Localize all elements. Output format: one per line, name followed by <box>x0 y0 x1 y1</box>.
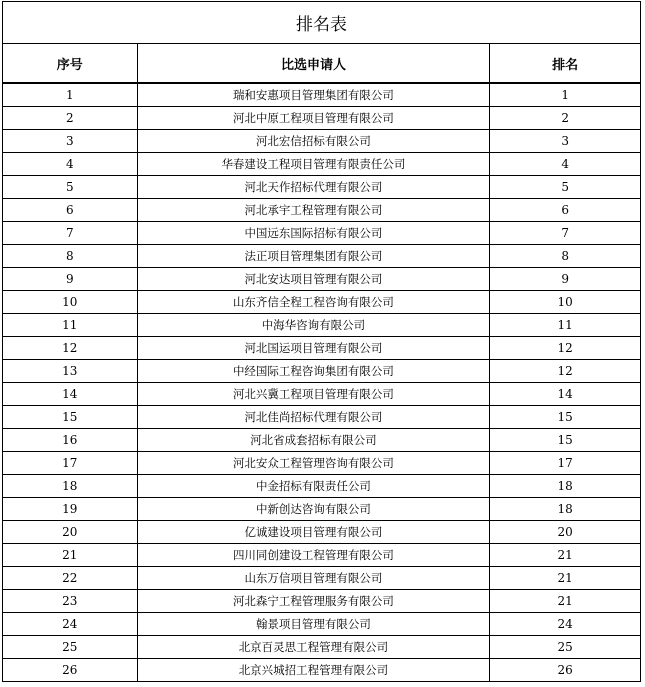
applicant-cell: 河北安众工程管理咨询有限公司 <box>137 452 490 475</box>
applicant-cell: 瑞和安惠项目管理集团有限公司 <box>137 83 490 107</box>
rank-cell: 24 <box>490 613 641 636</box>
rank-cell: 11 <box>490 314 641 337</box>
rank-cell: 15 <box>490 406 641 429</box>
applicant-cell: 中新创达咨询有限公司 <box>137 498 490 521</box>
table-row <box>3 268 641 291</box>
table-row <box>3 567 641 590</box>
rank-cell: 3 <box>490 130 641 153</box>
applicant-cell: 华春建设工程项目管理有限责任公司 <box>137 153 490 176</box>
seq-cell: 11 <box>3 314 138 337</box>
seq-cell: 18 <box>3 475 138 498</box>
rank-cell: 4 <box>490 153 641 176</box>
seq-cell: 8 <box>3 245 138 268</box>
applicant-cell: 河北承宇工程管理有限公司 <box>137 199 490 222</box>
table-row <box>3 452 641 475</box>
table-row <box>3 544 641 567</box>
table-row <box>3 83 641 107</box>
seq-cell: 15 <box>3 406 138 429</box>
table-row <box>3 245 641 268</box>
rank-cell: 18 <box>490 498 641 521</box>
seq-cell: 9 <box>3 268 138 291</box>
applicant-cell: 亿诚建设项目管理有限公司 <box>137 521 490 544</box>
rank-cell: 14 <box>490 383 641 406</box>
table-row <box>3 199 641 222</box>
seq-cell: 10 <box>3 291 138 314</box>
rank-cell: 21 <box>490 544 641 567</box>
rank-cell: 18 <box>490 475 641 498</box>
applicant-cell: 河北宏信招标有限公司 <box>137 130 490 153</box>
seq-cell: 17 <box>3 452 138 475</box>
applicant-cell: 中经国际工程咨询集团有限公司 <box>137 360 490 383</box>
table-row <box>3 314 641 337</box>
seq-cell: 3 <box>3 130 138 153</box>
header-row <box>3 44 641 84</box>
ranking-table <box>2 1 641 682</box>
seq-cell: 5 <box>3 176 138 199</box>
applicant-cell: 中金招标有限责任公司 <box>137 475 490 498</box>
seq-cell: 25 <box>3 636 138 659</box>
rank-cell: 17 <box>490 452 641 475</box>
seq-cell: 7 <box>3 222 138 245</box>
table-row <box>3 360 641 383</box>
seq-cell: 23 <box>3 590 138 613</box>
rank-cell: 15 <box>490 429 641 452</box>
table-row <box>3 590 641 613</box>
rank-cell: 6 <box>490 199 641 222</box>
table-row <box>3 659 641 682</box>
rank-cell: 20 <box>490 521 641 544</box>
table-row <box>3 406 641 429</box>
table-row <box>3 521 641 544</box>
table-row <box>3 130 641 153</box>
seq-cell: 20 <box>3 521 138 544</box>
seq-cell: 21 <box>3 544 138 567</box>
rank-cell: 21 <box>490 590 641 613</box>
table-row <box>3 636 641 659</box>
seq-cell: 1 <box>3 83 138 107</box>
seq-cell: 14 <box>3 383 138 406</box>
rank-cell: 5 <box>490 176 641 199</box>
table-row <box>3 291 641 314</box>
seq-cell: 12 <box>3 337 138 360</box>
table-row <box>3 498 641 521</box>
applicant-cell: 河北森宁工程管理服务有限公司 <box>137 590 490 613</box>
rank-cell: 21 <box>490 567 641 590</box>
applicant-cell: 北京百灵思工程管理有限公司 <box>137 636 490 659</box>
rank-cell: 1 <box>490 83 641 107</box>
applicant-cell: 中海华咨询有限公司 <box>137 314 490 337</box>
seq-cell: 4 <box>3 153 138 176</box>
rank-cell: 26 <box>490 659 641 682</box>
applicant-cell: 河北中原工程项目管理有限公司 <box>137 107 490 130</box>
table-row <box>3 176 641 199</box>
title-row <box>3 2 641 44</box>
applicant-cell: 四川同创建设工程管理有限公司 <box>137 544 490 567</box>
applicant-cell: 法正项目管理集团有限公司 <box>137 245 490 268</box>
applicant-cell: 翰景项目管理有限公司 <box>137 613 490 636</box>
applicant-cell: 河北安达项目管理有限公司 <box>137 268 490 291</box>
applicant-cell: 山东万信项目管理有限公司 <box>137 567 490 590</box>
applicant-cell: 河北国运项目管理有限公司 <box>137 337 490 360</box>
seq-cell: 2 <box>3 107 138 130</box>
table-row <box>3 429 641 452</box>
rank-cell: 12 <box>490 337 641 360</box>
applicant-cell: 河北佳尚招标代理有限公司 <box>137 406 490 429</box>
rank-cell: 9 <box>490 268 641 291</box>
seq-cell: 13 <box>3 360 138 383</box>
applicant-cell: 中国远东国际招标有限公司 <box>137 222 490 245</box>
seq-cell: 22 <box>3 567 138 590</box>
applicant-cell: 河北省成套招标有限公司 <box>137 429 490 452</box>
table-row <box>3 337 641 360</box>
seq-cell: 26 <box>3 659 138 682</box>
table-title: 排名表 <box>3 2 641 44</box>
applicant-cell: 山东齐信全程工程咨询有限公司 <box>137 291 490 314</box>
applicant-cell: 河北兴冀工程项目管理有限公司 <box>137 383 490 406</box>
seq-cell: 24 <box>3 613 138 636</box>
table-row <box>3 475 641 498</box>
header-rank: 排名 <box>490 44 641 84</box>
header-applicant: 比选申请人 <box>137 44 490 84</box>
rank-cell: 25 <box>490 636 641 659</box>
table-row <box>3 383 641 406</box>
seq-cell: 19 <box>3 498 138 521</box>
table-row <box>3 222 641 245</box>
rank-cell: 8 <box>490 245 641 268</box>
table-row <box>3 107 641 130</box>
applicant-cell: 河北天作招标代理有限公司 <box>137 176 490 199</box>
rank-cell: 12 <box>490 360 641 383</box>
seq-cell: 16 <box>3 429 138 452</box>
header-seq: 序号 <box>3 44 138 84</box>
table-row <box>3 613 641 636</box>
rank-cell: 10 <box>490 291 641 314</box>
table-row <box>3 153 641 176</box>
seq-cell: 6 <box>3 199 138 222</box>
rank-cell: 2 <box>490 107 641 130</box>
applicant-cell: 北京兴城招工程管理有限公司 <box>137 659 490 682</box>
rank-cell: 7 <box>490 222 641 245</box>
